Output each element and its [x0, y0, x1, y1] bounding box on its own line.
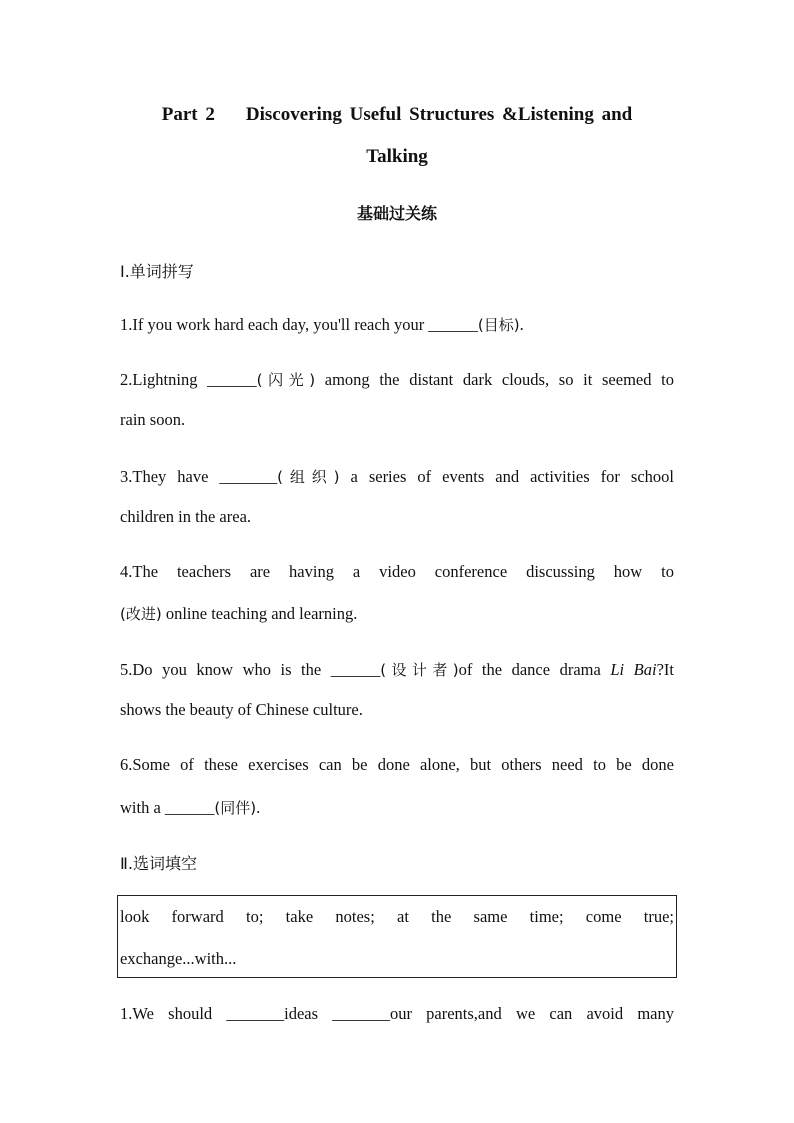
question-6-hint: (同伴)	[214, 799, 257, 817]
question-1-end: .	[519, 315, 524, 334]
question-1-hint: (目标)	[477, 316, 520, 334]
section-heading-fill-in: Ⅱ.选词填空	[120, 854, 197, 873]
page-title-line1: Part 2 Discovering Useful Structures &Listening and	[161, 104, 633, 125]
question-5-line2: shows the beauty of Chinese culture.	[120, 700, 363, 719]
question-3-line1	[120, 466, 674, 487]
section-heading-spelling: Ⅰ.单词拼写	[120, 262, 194, 281]
question-5-hint: (设计者)	[380, 661, 459, 679]
question-4-line2	[120, 603, 674, 624]
question-5-line1	[120, 659, 674, 680]
question-5-text-a: 5.Do you know who is the ______	[120, 660, 381, 679]
question-4-text: online teaching and learning.	[161, 604, 358, 623]
question-6-line2	[120, 797, 674, 818]
fill-question-1-line1: 1.We should _______ideas _______our parents,and we can avoid many	[120, 1004, 674, 1023]
page-title-line2: Talking	[366, 146, 428, 167]
question-2-text-b: among the distant dark clouds, so it seemed to	[315, 370, 674, 389]
question-2-line1	[120, 369, 674, 390]
question-2-text-a: 2.Lightning ______	[120, 370, 257, 389]
question-3-text-b: a series of events and activities for school	[339, 467, 674, 486]
question-5-italic-title: Li Bai	[610, 660, 657, 679]
word-box-line1: look forward to; take notes; at the same time; come true;	[120, 907, 674, 926]
word-box	[117, 895, 677, 978]
question-1	[120, 314, 674, 335]
question-3-line2: children in the area.	[120, 507, 252, 526]
question-4-line1: 4.The teachers are having a video conference discussing how to	[120, 562, 674, 581]
question-5-text-c: ?It	[656, 660, 674, 679]
question-6-line1: 6.Some of these exercises can be done alone, but others need to be done	[120, 755, 674, 774]
question-6-text-a: with a ______	[120, 798, 215, 817]
word-box-line2: exchange...with...	[120, 949, 237, 968]
question-6-end: .	[256, 798, 261, 817]
question-4-hint: (改进)	[120, 605, 162, 623]
question-5-text-b: of the dance drama	[458, 660, 611, 679]
question-2-hint: (闪光)	[256, 371, 316, 389]
question-3-text-a: 3.They have _______	[120, 467, 278, 486]
question-2-line2: rain soon.	[120, 410, 186, 429]
page-subtitle: 基础过关练	[356, 204, 437, 223]
question-1-text: 1.If you work hard each day, you'll reach your ______	[120, 315, 478, 334]
question-3-hint: (组织)	[277, 468, 340, 486]
